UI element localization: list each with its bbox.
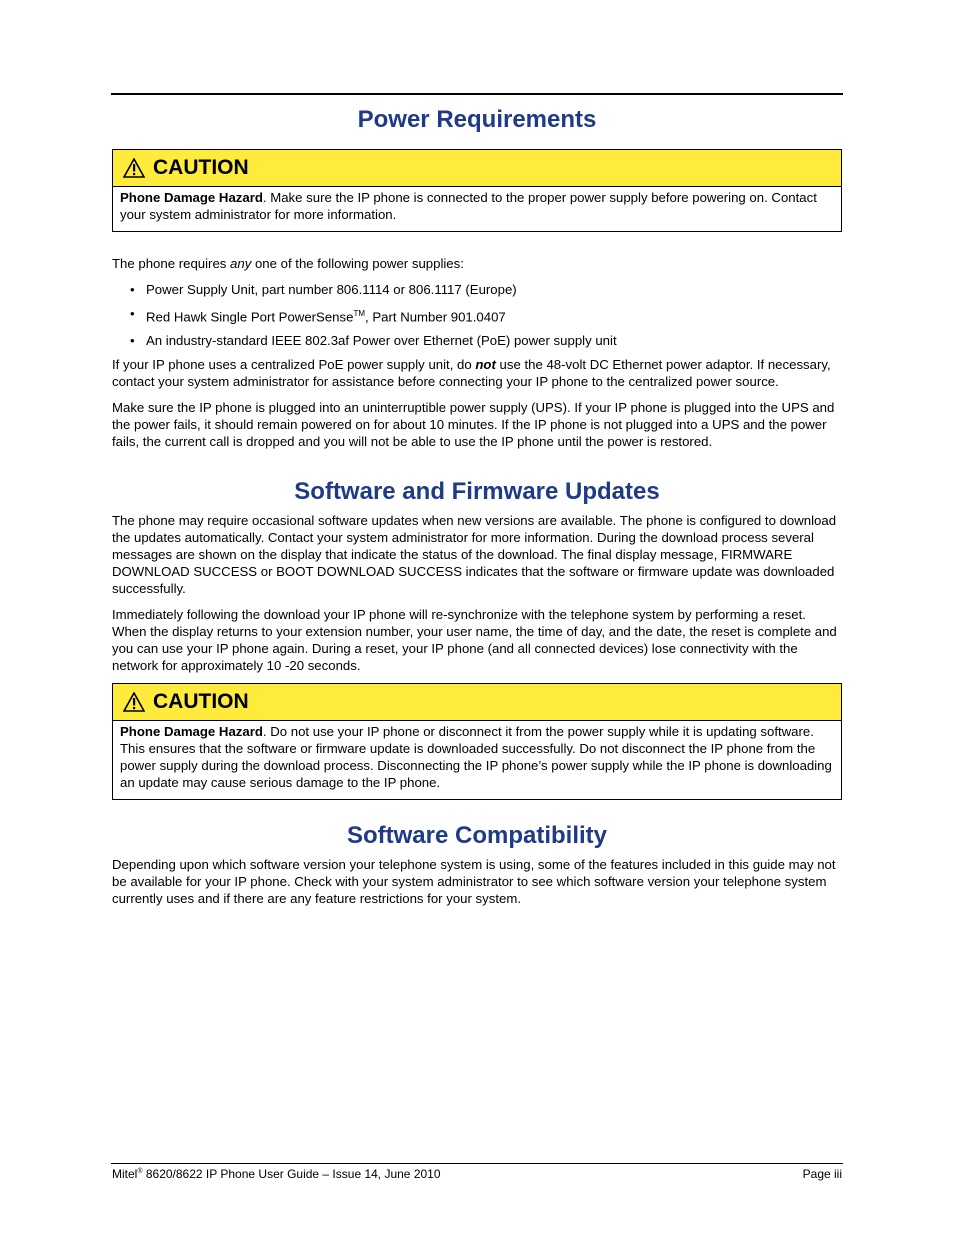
caution-label: CAUTION	[153, 690, 249, 714]
trademark-sup: TM	[353, 309, 366, 318]
caution-header	[113, 150, 841, 187]
warning-triangle-icon	[123, 158, 145, 178]
heading-software-compatibility: Software Compatibility	[346, 822, 608, 850]
poe-emphasis: not	[475, 357, 496, 373]
compat-paragraph: Depending upon which software version your telephone system is using, some of the features included in this guide may not be available for your IP phone. Check with your system administrator to see which software version your telephone system currently uses and if there are any feature restrictions for your system.	[112, 857, 836, 907]
page-footer	[112, 1167, 842, 1181]
software-paragraph-2: Immediately following the download your IP phone will re-synchronize with the telephone system by performing a reset. When the display returns to your extension number, your user name, the time of day, and the date, the reset is complete and you can use your IP phone again. During a reset, your IP phone (and all connected devices) lose connectivity with the network for approximately 10 -20 seconds.	[112, 607, 837, 674]
footer-doc-title: 8620/8622 IP Phone User Guide – Issue 14, June 2010	[142, 1167, 441, 1181]
list-item-tail: , Part Number 901.0407	[365, 309, 506, 325]
heading-power-requirements: Power Requirements	[357, 106, 597, 133]
list-item	[130, 305, 842, 325]
power-intro	[112, 255, 842, 272]
caution-box-power	[112, 149, 842, 232]
footer-brand: Mitel	[112, 1167, 138, 1181]
footer-title	[112, 1167, 441, 1181]
caution-body	[113, 187, 841, 231]
page-content	[112, 96, 842, 916]
caution-box-software	[112, 683, 842, 800]
ups-paragraph: Make sure the IP phone is plugged into an uninterruptible power supply (UPS). If your IP phone is plugged into the UPS and the power fails, it should remain powered on for about 10 minutes. If the IP phone is not plugged into a UPS and the power fails, the current call is dropped and you will not be able to use the IP phone until the power is restored.	[112, 400, 835, 450]
caution-header	[113, 684, 841, 721]
warning-triangle-icon	[123, 692, 145, 712]
footer-reg-mark: ®	[137, 1168, 143, 1175]
caution-bold: Phone Damage Hazard	[120, 724, 263, 740]
list-item-text: Red Hawk Single Port PowerSense	[146, 309, 354, 325]
software-paragraph-1: The phone may require occasional software updates when new versions are available. The phone is configured to download the updates automatically. Contact your system administrator for more information. During the download process several messages are shown on the display that indicate the status of the download. The final display message, FIRMWARE DOWNLOAD SUCCESS or BOOT DOWNLOAD SUCCESS indicates that the software or firmware update was downloaded successfully.	[112, 513, 837, 597]
caution-label: CAUTION	[153, 156, 249, 179]
intro-emphasis: any	[230, 256, 252, 271]
caution-text: . Make sure the IP phone is connected to the proper power supply before powering on. Contact your system administrator for more information.	[120, 190, 817, 222]
caution-text: . Do not use your IP phone or disconnect it from the power supply while it is updating software. This ensures that the software or firmware update is downloaded successfully. Do not disconnect the IP phone from the power supply during the download process. Disconnecting the IP phone’s power supply while the IP phone is downloading an update may cause serious damage to the IP phone.	[120, 724, 832, 791]
header-rule	[111, 93, 843, 95]
intro-text: The phone requires	[112, 256, 231, 271]
caution-body	[113, 721, 841, 799]
footer-rule	[111, 1163, 843, 1164]
caution-bold: Phone Damage Hazard	[120, 190, 263, 205]
power-supply-list	[112, 281, 842, 349]
poe-paragraph	[112, 356, 842, 390]
poe-text: If your IP phone uses a centralized PoE power supply unit, do	[112, 357, 476, 373]
list-item-text: Power Supply Unit, part number 806.1114 or 806.1117 (Europe)	[146, 282, 517, 297]
list-item	[130, 332, 842, 349]
intro-text-end: one of the following power supplies:	[251, 256, 464, 271]
poe-text-end: use the 48-volt DC Ethernet power adaptor. If necessary, contact your system administrator for assistance before connecting your IP phone to the centralized power source.	[112, 357, 831, 390]
page-number: Page iii	[802, 1167, 842, 1181]
heading-software-updates: Software and Firmware Updates	[294, 478, 660, 506]
list-item	[130, 281, 842, 298]
list-item-text: An industry-standard IEEE 802.3af Power over Ethernet (PoE) power supply unit	[146, 333, 617, 349]
